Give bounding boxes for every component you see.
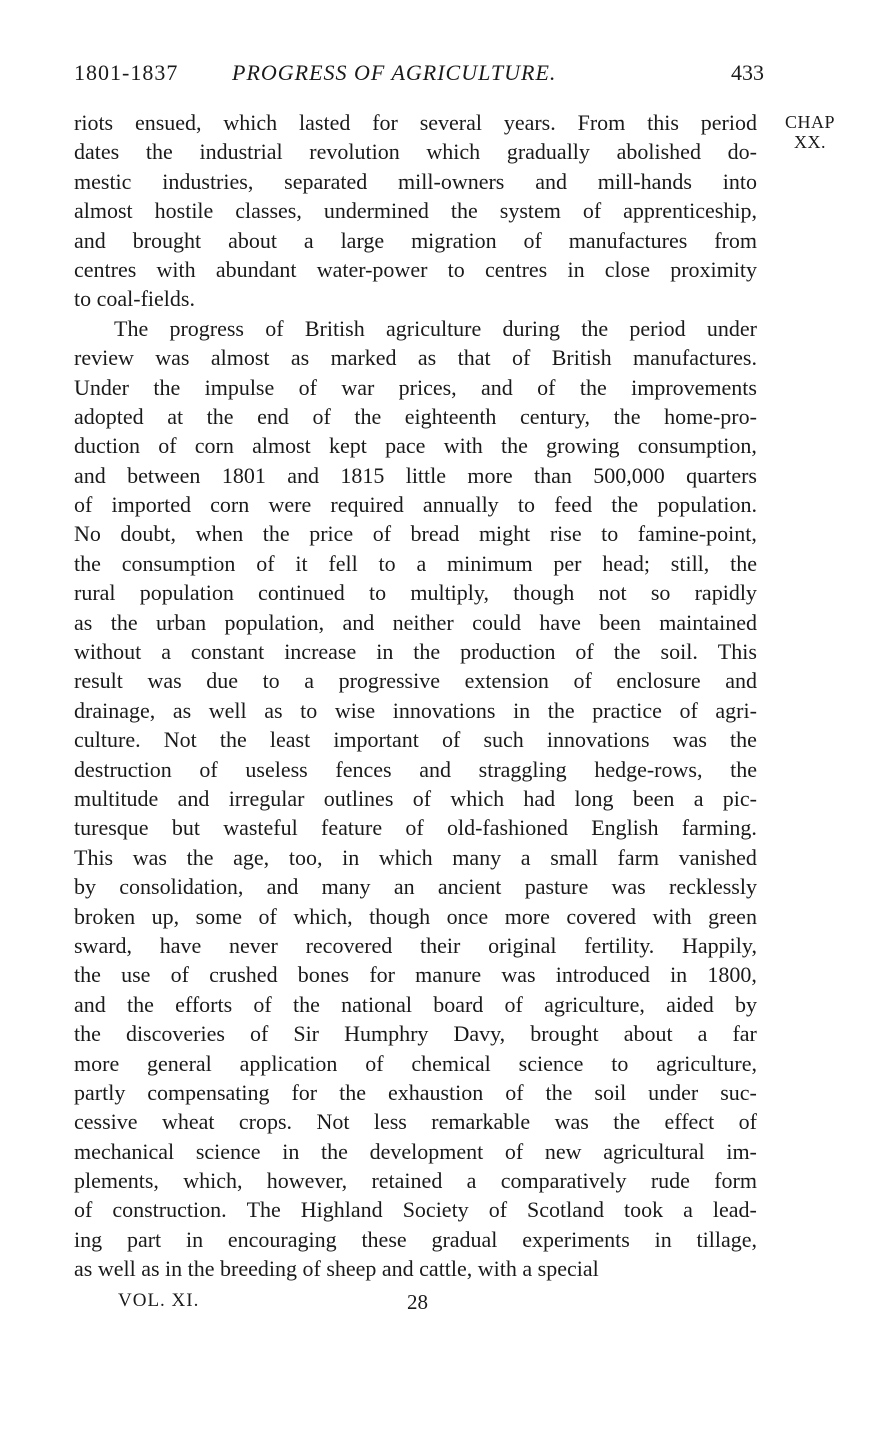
text-line: sward, have never recovered their original fertility. Happily, xyxy=(74,932,757,958)
text-line: The progress of British agriculture during the period under xyxy=(114,315,757,341)
text-line: and between 1801 and 1815 little more than 500,000 quarters xyxy=(74,462,757,488)
page-number: 433 xyxy=(731,60,764,85)
running-head xyxy=(74,60,764,90)
text-line: to coal-fields. xyxy=(74,286,195,312)
text-line: mestic industries, separated mill-owners and mill-hands into xyxy=(74,168,757,194)
text-line: partly compensating for the exhaustion of the soil under suc- xyxy=(74,1079,757,1105)
text-line: destruction of useless fences and straggling hedge-rows, the xyxy=(74,756,757,782)
body-text xyxy=(74,108,757,1284)
text-line: more general application of chemical science to agriculture, xyxy=(74,1050,757,1076)
text-line: as well as in the breeding of sheep and cattle, with a special xyxy=(74,1256,599,1282)
text-line: duction of corn almost kept pace with the growing consumption, xyxy=(74,433,757,459)
text-line: This was the age, too, in which many a small farm vanished xyxy=(74,844,757,870)
paragraph xyxy=(74,108,757,314)
text-line: plements, which, however, retained a comparatively rude form xyxy=(74,1168,757,1194)
text-line: dates the industrial revolution which gradually abolished do- xyxy=(74,139,757,165)
paragraph xyxy=(74,314,757,1284)
text-line: broken up, some of which, though once more covered with green xyxy=(74,903,757,929)
running-head-title: PROGRESS OF AGRICULTURE. xyxy=(232,60,557,85)
text-line: No doubt, when the price of bread might rise to famine-point, xyxy=(74,521,757,547)
text-line: review was almost as marked as that of British manufactures. xyxy=(74,345,757,371)
text-line: rural population continued to multiply, though not so rapidly xyxy=(74,580,757,606)
text-line: the discoveries of Sir Humphry Davy, brought about a far xyxy=(74,1021,757,1047)
text-line: by consolidation, and many an ancient pasture was recklessly xyxy=(74,874,757,900)
text-line: almost hostile classes, undermined the system of apprenticeship, xyxy=(74,198,757,224)
page-footer xyxy=(74,1290,757,1318)
text-line: adopted at the end of the eighteenth century, the home-pro- xyxy=(74,403,757,429)
text-line: cessive wheat crops. Not less remarkable was the effect of xyxy=(74,1109,757,1135)
text-line: as the urban population, and neither could have been maintained xyxy=(74,609,757,635)
text-line: result was due to a progressive extension of enclosure and xyxy=(74,668,757,694)
text-line: of construction. The Highland Society of Scotland took a lead- xyxy=(74,1197,757,1223)
text-line: and brought about a large migration of manufactures from xyxy=(74,227,757,253)
text-line: the consumption of it fell to a minimum per head; still, the xyxy=(74,550,757,576)
side-note-number: XX. xyxy=(794,132,826,152)
text-line: and the efforts of the national board of agriculture, aided by xyxy=(74,991,757,1017)
volume-label: VOL. XI. xyxy=(118,1290,200,1311)
text-line: culture. Not the least important of such innovations was the xyxy=(74,727,757,753)
text-line: Under the impulse of war prices, and of the improvements xyxy=(74,374,757,400)
chapter-side-note xyxy=(775,112,845,152)
text-line: mechanical science in the development of new agricultural im- xyxy=(74,1138,757,1164)
text-line: turesque but wasteful feature of old-fashioned English farming. xyxy=(74,815,757,841)
signature-mark: 28 xyxy=(407,1290,428,1314)
text-line: ing part in encouraging these gradual experiments in tillage, xyxy=(74,1226,757,1252)
running-head-years: 1801-1837 xyxy=(74,60,179,85)
text-line: multitude and irregular outlines of which had long been a pic- xyxy=(74,785,757,811)
text-line: of imported corn were required annually to feed the population. xyxy=(74,492,757,518)
text-line: drainage, as well as to wise innovations in the practice of agri- xyxy=(74,697,757,723)
text-line: without a constant increase in the production of the soil. This xyxy=(74,639,757,665)
text-line: riots ensued, which lasted for several years. From this period xyxy=(74,110,757,135)
side-note-chap: CHAP xyxy=(784,112,835,132)
text-line: the use of crushed bones for manure was introduced in 1800, xyxy=(74,962,757,988)
text-line: centres with abundant water-power to centres in close proximity xyxy=(74,256,757,282)
